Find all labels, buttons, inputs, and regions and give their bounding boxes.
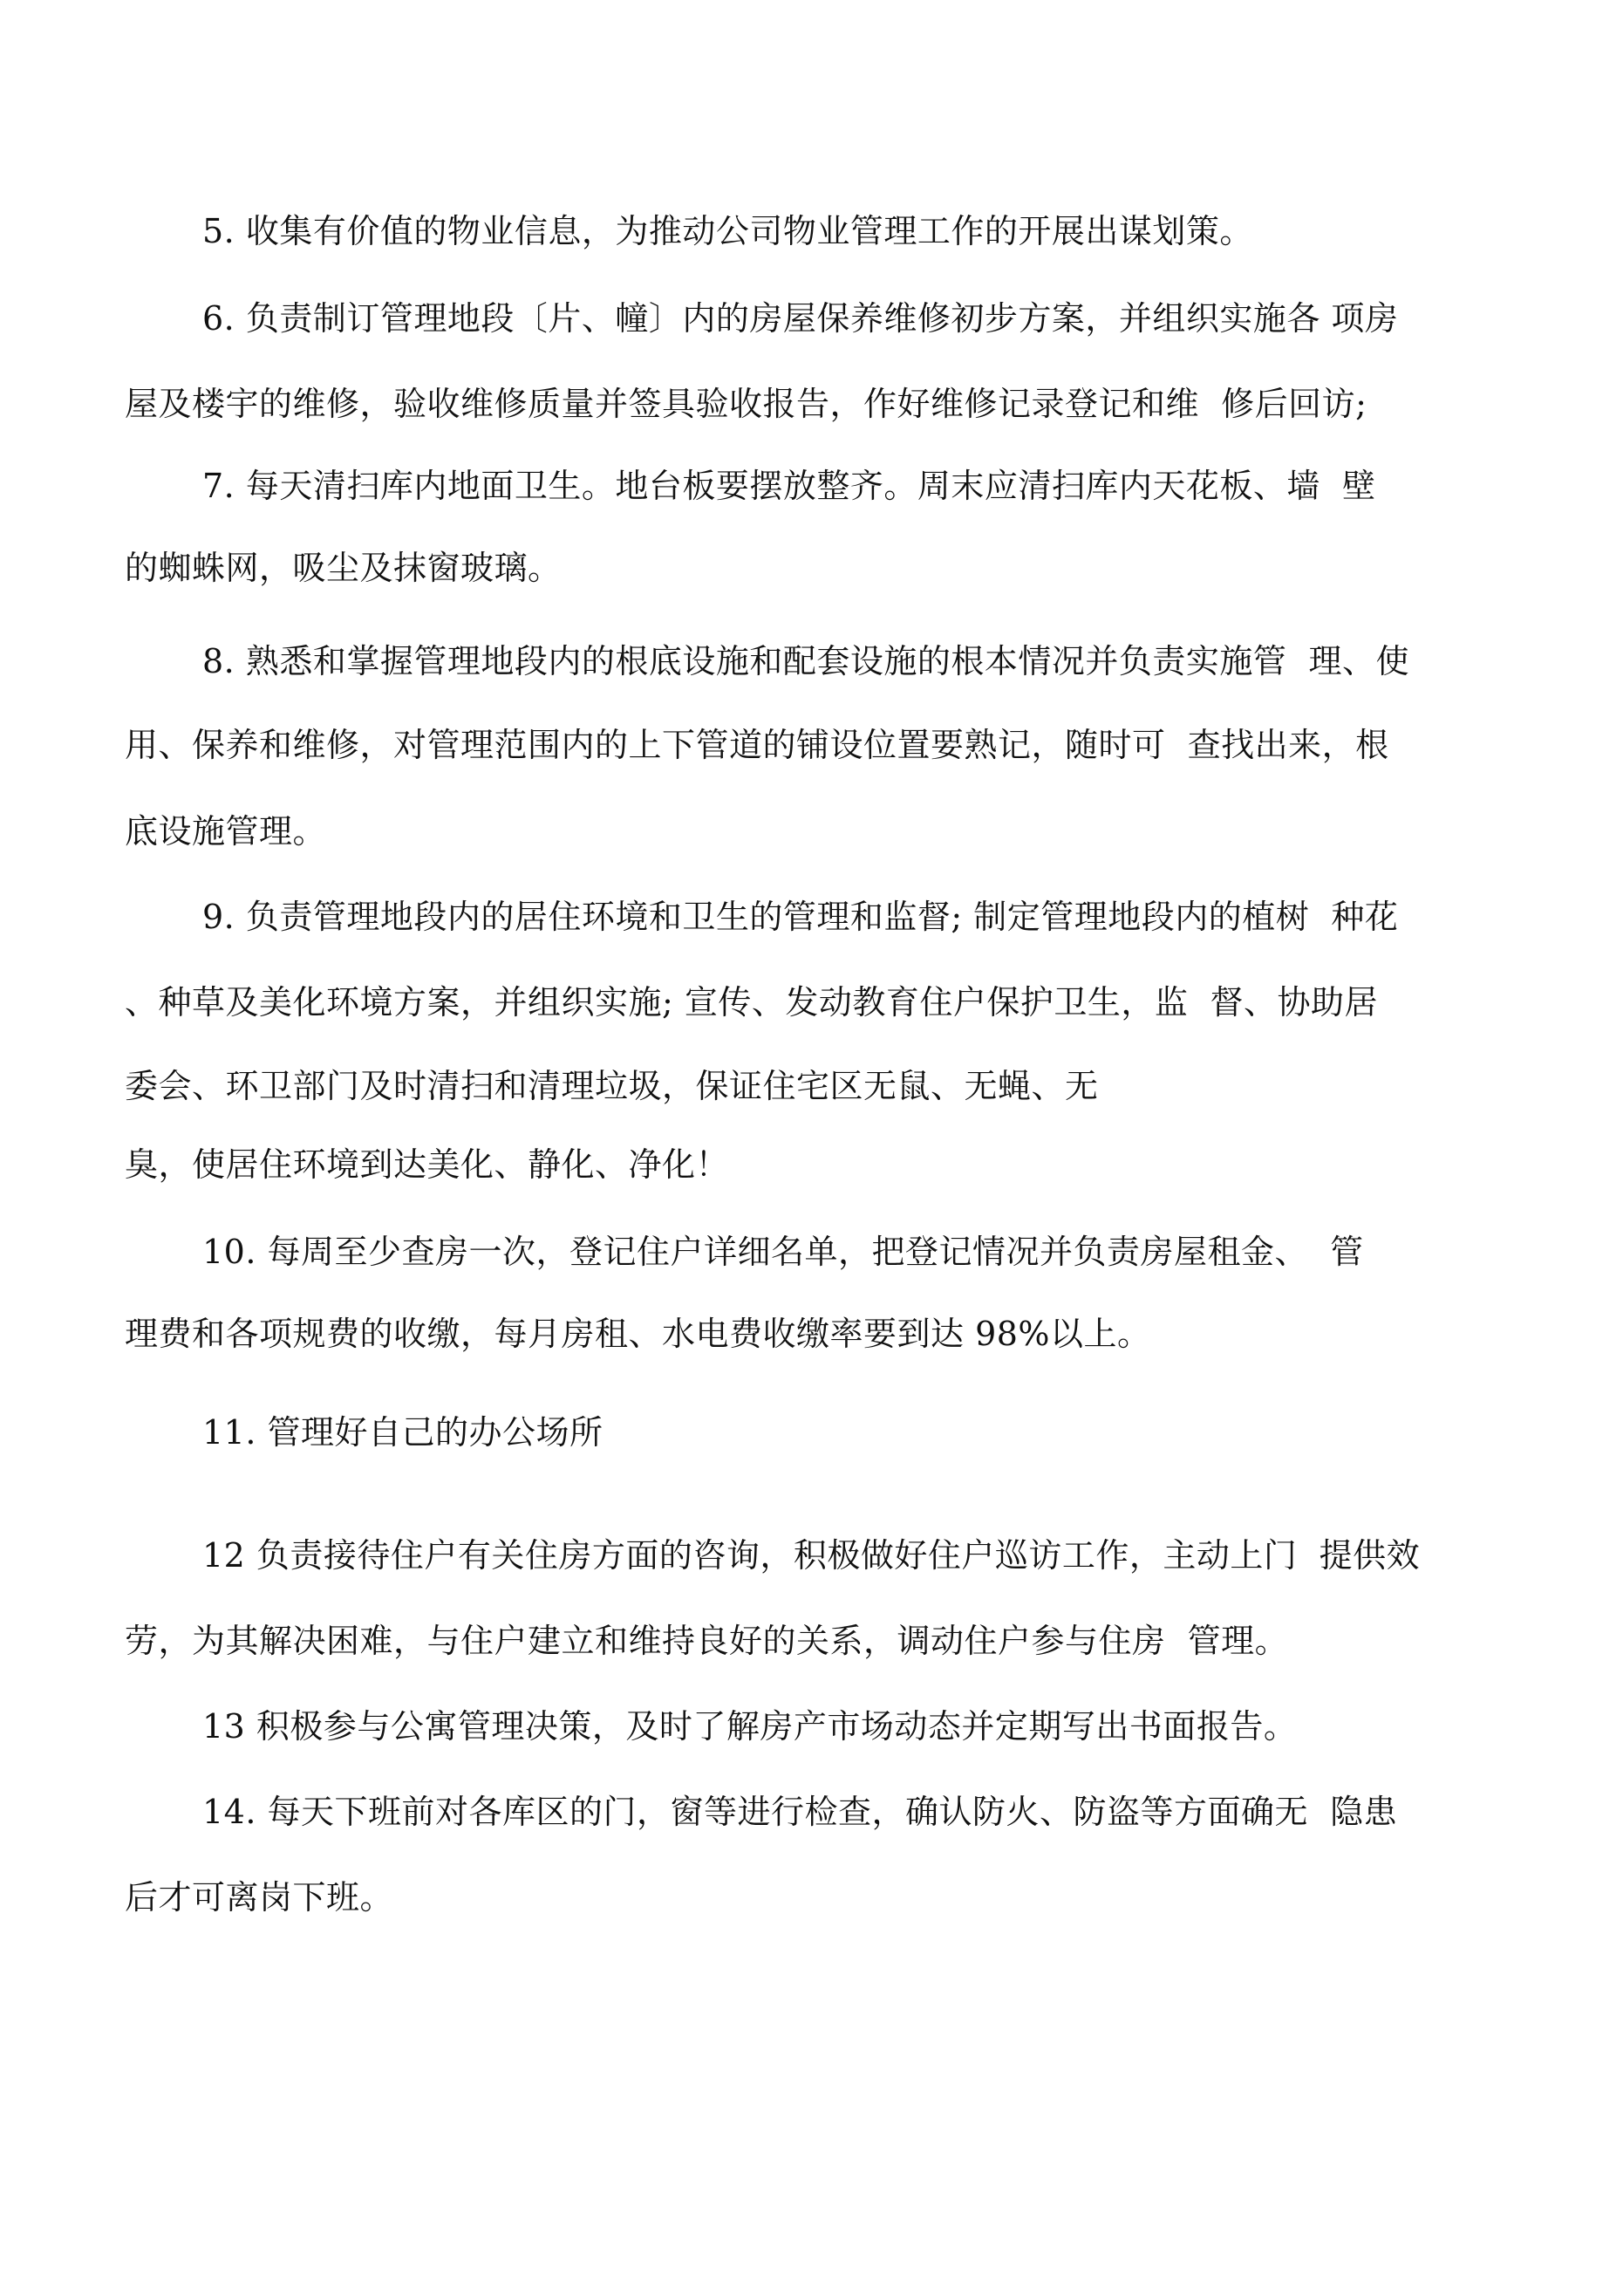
paragraph-10-line-2: 理费和各项规费的收缴，每月房租、水电费收缴率要到达 98%以上。 xyxy=(125,1315,1151,1353)
paragraph-12-line-1: 12 负责接待住户有关住房方面的咨询，积极做好住户巡访工作，主动上门 提供效 xyxy=(202,1536,1421,1575)
paragraph-13-line-1: 13 积极参与公寓管理决策，及时了解房产市场动态并定期写出书面报告。 xyxy=(202,1707,1298,1746)
paragraph-5-line-1: 5. 收集有价值的物业信息，为推动公司物业管理工作的开展出谋划策。 xyxy=(202,212,1253,250)
paragraph-10-line-1: 10. 每周至少查房一次，登记住户详细名单，把登记情况并负责房屋租金、 管 xyxy=(202,1233,1364,1271)
paragraph-6-line-2: 屋及楼宇的维修，验收维修质量并签具验收报告，作好维修记录登记和维 修后回访; xyxy=(125,385,1367,423)
paragraph-8-line-1: 8. 熟悉和掌握管理地段内的根底设施和配套设施的根本情况并负责实施管 理、使 xyxy=(202,642,1409,680)
paragraph-9-line-4: 臭，使居住环境到达美化、静化、净化！ xyxy=(125,1145,730,1184)
paragraph-8-line-2: 用、保养和维修，对管理范围内的上下管道的铺设位置要熟记，随时可 查找出来，根 xyxy=(125,726,1389,764)
paragraph-6-line-1: 6. 负责制订管理地段〔片、幢〕内的房屋保养维修初步方案，并组织实施各 项房 xyxy=(202,299,1399,338)
paragraph-9-line-2: 、种草及美化环境方案，并组织实施; 宣传、发动教育住户保护卫生，监 督、协助居 xyxy=(125,983,1379,1022)
paragraph-12-line-2: 劳，为其解决困难，与住户建立和维持良好的关系，调动住户参与住房 管理。 xyxy=(125,1622,1289,1660)
paragraph-14-line-2: 后才可离岗下班。 xyxy=(125,1878,394,1917)
paragraph-11-line-1: 11. 管理好自己的办公场所 xyxy=(202,1413,604,1452)
paragraph-7-line-2: 的蜘蛛网，吸尘及抹窗玻璃。 xyxy=(125,549,562,587)
paragraph-14-line-1: 14. 每天下班前对各库区的门，窗等进行检查，确认防火、防盗等方面确无 隐患 xyxy=(202,1793,1398,1831)
paragraph-8-line-3: 底设施管理。 xyxy=(125,812,327,851)
paragraph-9-line-3: 委会、环卫部门及时清扫和清理垃圾，保证住宅区无鼠、无蝇、无 xyxy=(125,1067,1099,1105)
paragraph-9-line-1: 9. 负责管理地段内的居住环境和卫生的管理和监督; 制定管理地段内的植树 种花 xyxy=(202,898,1399,936)
paragraph-7-line-1: 7. 每天清扫库内地面卫生。地台板要摆放整齐。周末应清扫库内天花板、墙 壁 xyxy=(202,467,1376,505)
